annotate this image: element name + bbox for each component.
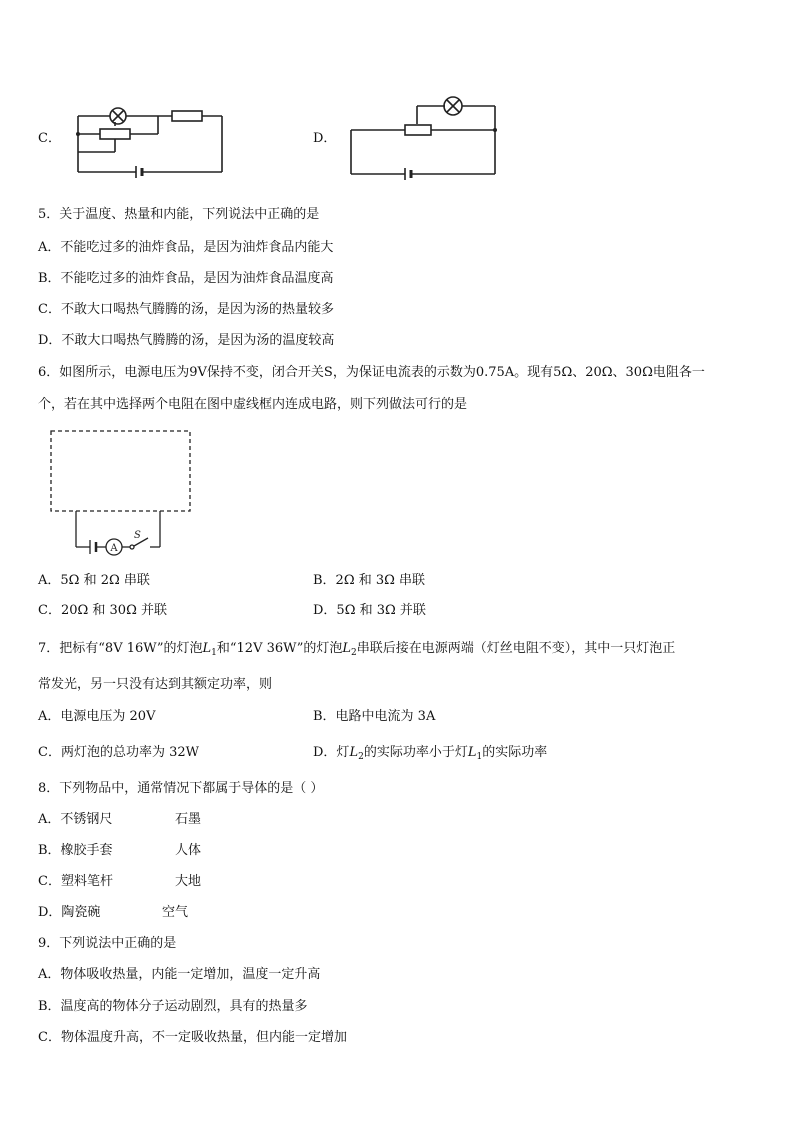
q6-circuit-diagram xyxy=(50,430,195,555)
switch-icon xyxy=(130,545,134,549)
q6-option-c[interactable]: C．20Ω 和 30Ω 并联 xyxy=(38,603,167,618)
option-c-label: C． xyxy=(38,131,61,146)
lamp1-symbol: L xyxy=(467,745,477,760)
lamp1-subscript: 1 xyxy=(476,752,483,762)
resistor-icon xyxy=(172,111,202,121)
lamp2-subscript: 2 xyxy=(351,648,357,658)
lamp2-symbol: L xyxy=(349,745,359,760)
option-d-label: D． xyxy=(313,131,337,146)
q8-a-item1: A．不锈钢尺 xyxy=(38,812,113,827)
q7-stem-part1: 7．把标有“8V 16W”的灯泡 xyxy=(38,641,203,656)
ammeter-label: A xyxy=(110,543,118,554)
rheostat-icon xyxy=(405,125,431,135)
q8-c-item1: C．塑料笔杆 xyxy=(38,874,113,889)
lamp2-symbol: L xyxy=(342,641,352,656)
q8-a-item2: 石墨 xyxy=(175,812,202,827)
q8-option-d[interactable] xyxy=(38,905,100,921)
switch-label: S xyxy=(134,530,141,541)
q8-b-item1: B．橡胶手套 xyxy=(38,843,113,858)
q9-option-a[interactable]: A．物体吸收热量，内能一定增加，温度一定升高 xyxy=(38,967,321,982)
q7-stem-part2: 和“12V 36W”的灯泡 xyxy=(216,641,343,656)
q7-d-part1: D．灯 xyxy=(313,745,350,760)
q7-option-b[interactable]: B．电路中电流为 3A xyxy=(313,709,436,724)
q5-stem: 5．关于温度、热量和内能，下列说法中正确的是 xyxy=(38,207,320,222)
q7-option-d[interactable] xyxy=(313,745,547,765)
q9-stem: 9．下列说法中正确的是 xyxy=(38,936,177,951)
lamp1-subscript: 1 xyxy=(211,648,217,658)
q8-option-b[interactable] xyxy=(38,843,113,859)
q8-stem: 8．下列物品中，通常情况下都属于导体的是（ ） xyxy=(38,781,324,796)
lamp2-subscript: 2 xyxy=(358,752,364,762)
q8-d-item1: D．陶瓷碗 xyxy=(38,905,101,920)
lamp1-symbol: L xyxy=(202,641,212,656)
q5-option-a[interactable]: A．不能吃过多的油炸食品，是因为油炸食品内能大 xyxy=(38,240,334,255)
q6-option-a[interactable]: A．5Ω 和 2Ω 串联 xyxy=(38,573,150,588)
q7-stem-line1 xyxy=(38,641,675,661)
q5-option-c[interactable]: C．不敢大口喝热气腾腾的汤，是因为汤的热量较多 xyxy=(38,302,334,317)
q7-option-c[interactable]: C．两灯泡的总功率为 32W xyxy=(38,745,199,760)
q5-option-b[interactable]: B．不能吃过多的油炸食品，是因为油炸食品温度高 xyxy=(38,271,334,286)
q8-option-c[interactable] xyxy=(38,874,113,890)
q8-d-item2: 空气 xyxy=(162,905,189,920)
q7-option-a[interactable]: A．电源电压为 20V xyxy=(38,709,156,724)
q6-stem-line1: 6．如图所示，电源电压为9V保持不变，闭合开关S，为保证电流表的示数为0.75A。现有5Ω、20Ω、30Ω电阻各一 xyxy=(38,365,705,380)
q8-c-item2: 大地 xyxy=(175,874,202,889)
q5-option-d[interactable]: D．不敢大口喝热气腾腾的汤，是因为汤的温度较高 xyxy=(38,333,335,348)
circuit-d-diagram xyxy=(345,92,505,182)
q7-stem-line2: 常发光，另一只没有达到其额定功率，则 xyxy=(38,677,273,692)
q6-option-b[interactable]: B．2Ω 和 3Ω 串联 xyxy=(313,573,426,588)
circuit-c-diagram xyxy=(70,100,230,180)
q7-stem-part3: 串联后接在电源两端（灯丝电阻不变），其中一只灯泡正 xyxy=(356,641,676,656)
q8-b-item2: 人体 xyxy=(175,843,202,858)
q8-option-a[interactable] xyxy=(38,812,112,828)
q9-option-b[interactable]: B．温度高的物体分子运动剧烈，具有的热量多 xyxy=(38,999,308,1014)
q6-stem-line2: 个，若在其中选择两个电阻在图中虚线框内连成电路，则下列做法可行的是 xyxy=(38,397,468,412)
q9-option-c[interactable]: C．物体温度升高，不一定吸收热量，但内能一定增加 xyxy=(38,1030,347,1045)
q7-d-part2: 的实际功率小于灯 xyxy=(363,745,468,760)
rheostat-icon xyxy=(100,129,130,139)
dashed-box xyxy=(51,431,190,511)
q7-d-part3: 的实际功率 xyxy=(482,745,548,760)
q6-option-d[interactable]: D．5Ω 和 3Ω 并联 xyxy=(313,603,426,618)
